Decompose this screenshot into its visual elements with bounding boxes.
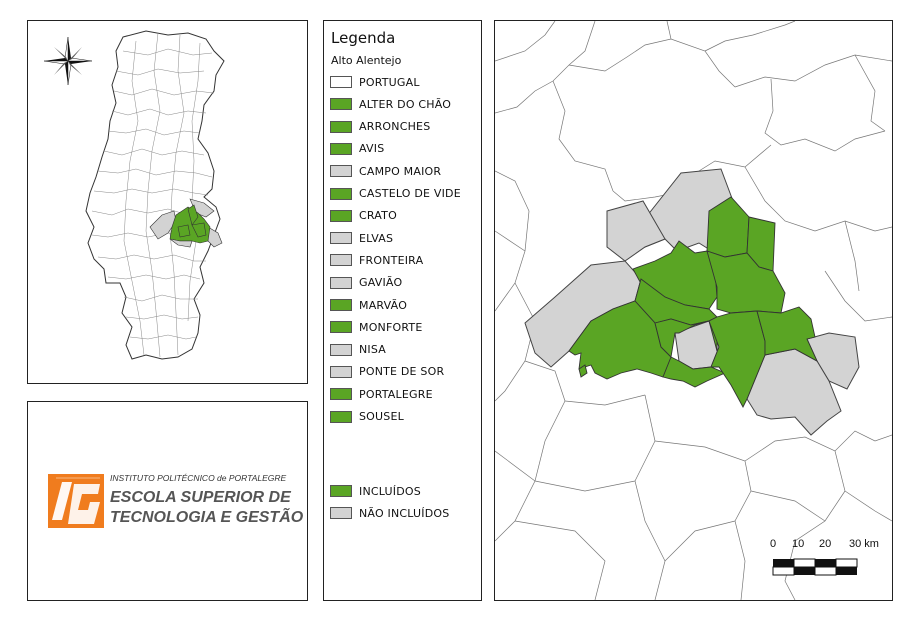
legend-swatch — [330, 254, 352, 266]
legend-item — [330, 365, 444, 379]
legend-item-label: CAMPO MAIOR — [359, 164, 442, 178]
legend-status-label: INCLUÍDOS — [359, 484, 421, 498]
legend-swatch — [330, 388, 352, 400]
legend-item — [330, 298, 407, 312]
legend-item-label: PORTUGAL — [359, 75, 420, 89]
legend-title: Legenda — [331, 29, 396, 47]
legend-status-label: NÃO INCLUÍDOS — [359, 506, 450, 520]
legend-item-label: CASTELO DE VIDE — [359, 187, 461, 200]
legend-swatch — [330, 485, 352, 497]
legend-swatch — [330, 98, 352, 110]
legend-item — [330, 142, 384, 156]
legend-item-label: MARVÃO — [359, 298, 408, 312]
legend-item-label: ARRONCHES — [359, 120, 431, 134]
legend-swatch — [330, 210, 352, 222]
scale-label-0: 0 — [770, 538, 777, 550]
legend-swatch — [330, 321, 352, 333]
legend-item-label: SOUSEL — [359, 410, 404, 423]
legend-swatch — [330, 188, 352, 200]
legend-item — [330, 387, 433, 401]
legend-panel — [323, 20, 482, 601]
legend-item-label: CRATO — [359, 209, 397, 223]
legend-item — [330, 276, 402, 290]
legend-item-label: NISA — [359, 343, 386, 357]
school-name — [110, 488, 303, 528]
legend-swatch — [330, 165, 352, 177]
legend-swatch — [330, 277, 352, 289]
legend-item-label: ELVAS — [359, 231, 394, 245]
portugal-overview-map — [28, 21, 307, 383]
school-name-line1: ESCOLA SUPERIOR DE — [110, 489, 291, 506]
legend-subtitle: Alto Alentejo — [331, 54, 402, 67]
legend-item-label: PONTE DE SOR — [359, 365, 445, 379]
scale-label-10: 10 — [792, 538, 805, 550]
legend-item — [330, 253, 423, 267]
legend-swatch — [330, 143, 352, 155]
institution-name: INSTITUTO POLITÉCNICO de PORTALEGRE — [110, 473, 287, 483]
legend-swatch — [330, 411, 352, 423]
legend-item — [330, 410, 404, 424]
overview-map-panel — [27, 20, 308, 384]
institution-logo-panel — [27, 401, 308, 601]
compass-rose-icon — [44, 37, 92, 85]
legend-swatch — [330, 76, 352, 88]
legend-status-item — [330, 506, 449, 520]
legend-swatch — [330, 232, 352, 244]
legend-item — [330, 231, 393, 245]
legend-item — [330, 343, 386, 357]
legend-item-label: GAVIÃO — [359, 276, 403, 290]
legend-item-label: FRONTEIRA — [359, 253, 424, 267]
legend-swatch — [330, 121, 352, 133]
portugal-outline — [86, 31, 224, 359]
scale-bar — [773, 559, 857, 575]
legend-swatch — [330, 344, 352, 356]
legend-item — [330, 320, 422, 334]
legend-swatch — [330, 366, 352, 378]
legend-item — [330, 120, 430, 134]
legend-item — [330, 75, 420, 89]
scale-label-30: 30 km — [849, 538, 879, 550]
legend-item — [330, 187, 461, 201]
legend-item — [330, 164, 441, 178]
legend-item-label: PORTALEGRE — [359, 387, 433, 401]
legend-item-label: ALTER DO CHÃO — [359, 97, 452, 111]
legend-status-item — [330, 484, 421, 498]
legend-item — [330, 209, 397, 223]
legend-item-label: AVIS — [359, 142, 385, 156]
legend-swatch — [330, 507, 352, 519]
scale-label-20: 20 — [819, 538, 832, 550]
detail-map-panel — [494, 20, 893, 601]
school-name-line2: TECNOLOGIA E GESTÃO — [110, 509, 304, 526]
legend-swatch — [330, 299, 352, 311]
alto-alentejo-detail-map — [495, 21, 892, 600]
legend-item-label: MONFORTE — [359, 320, 423, 334]
legend-item — [330, 97, 451, 111]
ipp-logo-icon — [48, 474, 104, 528]
